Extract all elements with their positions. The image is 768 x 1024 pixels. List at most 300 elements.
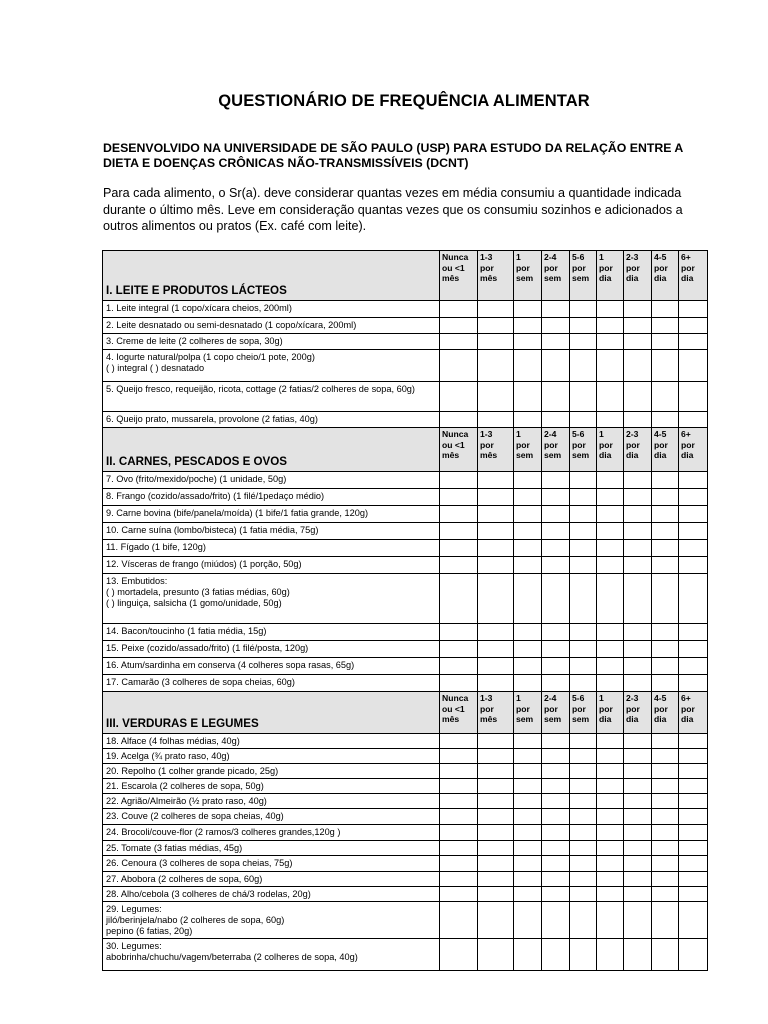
frequency-answer-cell[interactable]: [597, 350, 624, 382]
food-item-row: [103, 540, 708, 557]
column-header-line: por: [654, 439, 668, 450]
frequency-answer-cell[interactable]: [514, 809, 542, 825]
frequency-answer-cell[interactable]: [597, 540, 624, 557]
frequency-answer-cell[interactable]: [514, 887, 542, 902]
frequency-column-header: [440, 428, 478, 472]
frequency-answer-cell[interactable]: [679, 318, 708, 334]
frequency-answer-cell[interactable]: [597, 624, 624, 641]
frequency-answer-cell[interactable]: [542, 624, 570, 641]
frequency-answer-cell[interactable]: [679, 382, 708, 412]
frequency-answer-cell[interactable]: [652, 872, 679, 887]
frequency-answer-cell[interactable]: [478, 301, 514, 318]
frequency-answer-cell[interactable]: [652, 301, 679, 318]
frequency-answer-cell[interactable]: [514, 350, 542, 382]
frequency-answer-cell[interactable]: [478, 574, 514, 624]
frequency-answer-cell[interactable]: [624, 764, 652, 779]
frequency-answer-cell[interactable]: [652, 506, 679, 523]
column-header-line: por: [544, 262, 558, 273]
frequency-answer-cell[interactable]: [597, 887, 624, 902]
frequency-answer-cell[interactable]: [679, 902, 708, 939]
frequency-answer-cell[interactable]: [597, 902, 624, 939]
frequency-answer-cell[interactable]: [514, 301, 542, 318]
frequency-answer-cell[interactable]: [542, 939, 570, 971]
frequency-answer-cell[interactable]: [597, 506, 624, 523]
frequency-answer-cell[interactable]: [679, 658, 708, 675]
frequency-answer-cell[interactable]: [652, 658, 679, 675]
frequency-answer-cell[interactable]: [514, 825, 542, 841]
frequency-answer-cell[interactable]: [624, 749, 652, 764]
frequency-answer-cell[interactable]: [542, 350, 570, 382]
frequency-answer-cell[interactable]: [478, 641, 514, 658]
frequency-column-header: [478, 428, 514, 472]
frequency-answer-cell[interactable]: [679, 825, 708, 841]
frequency-answer-cell[interactable]: [597, 856, 624, 872]
food-item-row: [103, 939, 708, 971]
frequency-answer-cell[interactable]: [597, 734, 624, 749]
frequency-answer-cell[interactable]: [624, 574, 652, 624]
frequency-answer-cell[interactable]: [570, 939, 597, 971]
column-header-line: 6+: [681, 429, 691, 439]
frequency-answer-cell[interactable]: [652, 809, 679, 825]
frequency-answer-cell[interactable]: [679, 412, 708, 428]
frequency-answer-cell[interactable]: [478, 506, 514, 523]
frequency-answer-cell[interactable]: [542, 734, 570, 749]
frequency-answer-cell[interactable]: [652, 540, 679, 557]
frequency-answer-cell[interactable]: [597, 841, 624, 856]
frequency-answer-cell[interactable]: [597, 872, 624, 887]
frequency-answer-cell[interactable]: [570, 624, 597, 641]
frequency-answer-cell[interactable]: [679, 574, 708, 624]
frequency-answer-cell[interactable]: [514, 779, 542, 794]
frequency-answer-cell[interactable]: [440, 523, 478, 540]
frequency-answer-cell[interactable]: [478, 318, 514, 334]
frequency-answer-cell[interactable]: [570, 641, 597, 658]
frequency-answer-cell[interactable]: [652, 489, 679, 506]
frequency-answer-cell[interactable]: [542, 540, 570, 557]
frequency-answer-cell[interactable]: [440, 939, 478, 971]
frequency-answer-cell[interactable]: [514, 939, 542, 971]
frequency-answer-cell[interactable]: [514, 841, 542, 856]
column-header-line: por: [599, 439, 613, 450]
frequency-answer-cell[interactable]: [542, 557, 570, 574]
frequency-answer-cell[interactable]: [679, 334, 708, 350]
frequency-answer-cell[interactable]: [570, 557, 597, 574]
food-item-text: abobrinha/chuchu/vagem/beterraba (2 colheres de sopa, 40g): [106, 952, 358, 962]
frequency-answer-cell[interactable]: [514, 382, 542, 412]
frequency-answer-cell[interactable]: [652, 472, 679, 489]
frequency-answer-cell[interactable]: [679, 557, 708, 574]
frequency-answer-cell[interactable]: [652, 764, 679, 779]
frequency-answer-cell[interactable]: [679, 624, 708, 641]
frequency-answer-cell[interactable]: [514, 764, 542, 779]
frequency-answer-cell[interactable]: [440, 557, 478, 574]
frequency-answer-cell[interactable]: [478, 540, 514, 557]
frequency-answer-cell[interactable]: [570, 412, 597, 428]
frequency-answer-cell[interactable]: [624, 472, 652, 489]
frequency-answer-cell[interactable]: [478, 523, 514, 540]
frequency-answer-cell[interactable]: [652, 734, 679, 749]
frequency-answer-cell[interactable]: [514, 624, 542, 641]
frequency-answer-cell[interactable]: [652, 624, 679, 641]
column-header-line: 2-4: [544, 252, 557, 262]
frequency-answer-cell[interactable]: [440, 872, 478, 887]
frequency-answer-cell[interactable]: [478, 794, 514, 809]
frequency-answer-cell[interactable]: [624, 489, 652, 506]
frequency-answer-cell[interactable]: [478, 557, 514, 574]
frequency-answer-cell[interactable]: [440, 624, 478, 641]
frequency-answer-cell[interactable]: [514, 675, 542, 692]
frequency-answer-cell[interactable]: [570, 318, 597, 334]
frequency-answer-cell[interactable]: [624, 412, 652, 428]
frequency-answer-cell[interactable]: [440, 318, 478, 334]
frequency-answer-cell[interactable]: [679, 779, 708, 794]
food-item-row: [103, 318, 708, 334]
frequency-answer-cell[interactable]: [679, 472, 708, 489]
frequency-answer-cell[interactable]: [570, 794, 597, 809]
frequency-answer-cell[interactable]: [624, 318, 652, 334]
frequency-answer-cell[interactable]: [597, 382, 624, 412]
frequency-answer-cell[interactable]: [542, 764, 570, 779]
frequency-answer-cell[interactable]: [570, 872, 597, 887]
frequency-answer-cell[interactable]: [570, 334, 597, 350]
frequency-answer-cell[interactable]: [570, 764, 597, 779]
frequency-answer-cell[interactable]: [570, 902, 597, 939]
frequency-answer-cell[interactable]: [440, 350, 478, 382]
frequency-answer-cell[interactable]: [570, 856, 597, 872]
frequency-answer-cell[interactable]: [597, 794, 624, 809]
food-item-row: [103, 412, 708, 428]
frequency-answer-cell[interactable]: [597, 318, 624, 334]
frequency-answer-cell[interactable]: [570, 382, 597, 412]
frequency-answer-cell[interactable]: [478, 489, 514, 506]
frequency-answer-cell[interactable]: [624, 794, 652, 809]
frequency-answer-cell[interactable]: [478, 939, 514, 971]
frequency-answer-cell[interactable]: [478, 887, 514, 902]
frequency-answer-cell[interactable]: [542, 523, 570, 540]
food-item-text: 2. Leite desnatado ou semi-desnatado (1 copo/xícara, 200ml): [106, 320, 357, 330]
frequency-answer-cell[interactable]: [514, 412, 542, 428]
frequency-answer-cell[interactable]: [514, 749, 542, 764]
food-item-row: [103, 523, 708, 540]
frequency-answer-cell[interactable]: [597, 939, 624, 971]
frequency-answer-cell[interactable]: [440, 412, 478, 428]
frequency-answer-cell[interactable]: [514, 318, 542, 334]
frequency-answer-cell[interactable]: [624, 939, 652, 971]
frequency-answer-cell[interactable]: [679, 540, 708, 557]
frequency-answer-cell[interactable]: [440, 334, 478, 350]
frequency-answer-cell[interactable]: [679, 939, 708, 971]
frequency-answer-cell[interactable]: [679, 506, 708, 523]
frequency-answer-cell[interactable]: [570, 887, 597, 902]
frequency-answer-cell[interactable]: [514, 472, 542, 489]
frequency-answer-cell[interactable]: [570, 506, 597, 523]
frequency-answer-cell[interactable]: [624, 523, 652, 540]
frequency-answer-cell[interactable]: [570, 841, 597, 856]
column-header-line: 1-3: [480, 252, 493, 262]
frequency-answer-cell[interactable]: [478, 624, 514, 641]
frequency-answer-cell[interactable]: [624, 506, 652, 523]
frequency-answer-cell[interactable]: [440, 856, 478, 872]
frequency-answer-cell[interactable]: [440, 675, 478, 692]
frequency-answer-cell[interactable]: [679, 764, 708, 779]
frequency-answer-cell[interactable]: [514, 489, 542, 506]
frequency-answer-cell[interactable]: [570, 658, 597, 675]
frequency-answer-cell[interactable]: [440, 841, 478, 856]
frequency-answer-cell[interactable]: [652, 350, 679, 382]
frequency-answer-cell[interactable]: [542, 749, 570, 764]
frequency-answer-cell[interactable]: [514, 334, 542, 350]
frequency-answer-cell[interactable]: [679, 675, 708, 692]
frequency-answer-cell[interactable]: [514, 872, 542, 887]
frequency-answer-cell[interactable]: [542, 506, 570, 523]
frequency-answer-cell[interactable]: [652, 856, 679, 872]
frequency-answer-cell[interactable]: [440, 764, 478, 779]
frequency-answer-cell[interactable]: [478, 749, 514, 764]
frequency-answer-cell[interactable]: [542, 641, 570, 658]
frequency-answer-cell[interactable]: [440, 887, 478, 902]
frequency-answer-cell[interactable]: [542, 809, 570, 825]
frequency-answer-cell[interactable]: [478, 350, 514, 382]
frequency-answer-cell[interactable]: [478, 658, 514, 675]
frequency-answer-cell[interactable]: [624, 841, 652, 856]
frequency-answer-cell[interactable]: [624, 825, 652, 841]
frequency-answer-cell[interactable]: [478, 825, 514, 841]
frequency-answer-cell[interactable]: [679, 887, 708, 902]
frequency-answer-cell[interactable]: [570, 675, 597, 692]
frequency-answer-cell[interactable]: [440, 506, 478, 523]
frequency-answer-cell[interactable]: [624, 675, 652, 692]
frequency-answer-cell[interactable]: [624, 809, 652, 825]
frequency-answer-cell[interactable]: [652, 779, 679, 794]
frequency-answer-cell[interactable]: [542, 574, 570, 624]
frequency-answer-cell[interactable]: [440, 658, 478, 675]
food-item-row: [103, 902, 708, 939]
frequency-answer-cell[interactable]: [652, 574, 679, 624]
frequency-answer-cell[interactable]: [440, 489, 478, 506]
frequency-answer-cell[interactable]: [624, 887, 652, 902]
food-item-text: pepino (6 fatias, 20g): [106, 926, 193, 936]
frequency-answer-cell[interactable]: [542, 334, 570, 350]
frequency-answer-cell[interactable]: [478, 675, 514, 692]
frequency-answer-cell[interactable]: [624, 779, 652, 794]
frequency-answer-cell[interactable]: [570, 301, 597, 318]
frequency-answer-cell[interactable]: [514, 557, 542, 574]
frequency-answer-cell[interactable]: [514, 902, 542, 939]
frequency-answer-cell[interactable]: [624, 540, 652, 557]
frequency-answer-cell[interactable]: [597, 825, 624, 841]
frequency-answer-cell[interactable]: [597, 301, 624, 318]
frequency-answer-cell[interactable]: [679, 641, 708, 658]
food-item-row: [103, 841, 708, 856]
frequency-answer-cell[interactable]: [624, 902, 652, 939]
frequency-answer-cell[interactable]: [542, 412, 570, 428]
frequency-answer-cell[interactable]: [478, 809, 514, 825]
frequency-answer-cell[interactable]: [679, 841, 708, 856]
frequency-answer-cell[interactable]: [478, 856, 514, 872]
frequency-answer-cell[interactable]: [624, 872, 652, 887]
frequency-answer-cell[interactable]: [652, 887, 679, 902]
frequency-answer-cell[interactable]: [440, 472, 478, 489]
frequency-answer-cell[interactable]: [478, 412, 514, 428]
frequency-answer-cell[interactable]: [652, 334, 679, 350]
frequency-answer-cell[interactable]: [652, 382, 679, 412]
frequency-answer-cell[interactable]: [440, 301, 478, 318]
frequency-answer-cell[interactable]: [624, 658, 652, 675]
frequency-answer-cell[interactable]: [478, 841, 514, 856]
frequency-answer-cell[interactable]: [478, 872, 514, 887]
frequency-answer-cell[interactable]: [679, 734, 708, 749]
frequency-answer-cell[interactable]: [597, 675, 624, 692]
frequency-answer-cell[interactable]: [652, 318, 679, 334]
frequency-answer-cell[interactable]: [478, 902, 514, 939]
frequency-answer-cell[interactable]: [542, 382, 570, 412]
frequency-answer-cell[interactable]: [652, 841, 679, 856]
frequency-answer-cell[interactable]: [542, 301, 570, 318]
frequency-answer-cell[interactable]: [679, 794, 708, 809]
frequency-answer-cell[interactable]: [570, 574, 597, 624]
frequency-answer-cell[interactable]: [624, 734, 652, 749]
frequency-answer-cell[interactable]: [514, 734, 542, 749]
frequency-answer-cell[interactable]: [624, 856, 652, 872]
frequency-answer-cell[interactable]: [652, 557, 679, 574]
frequency-answer-cell[interactable]: [624, 350, 652, 382]
frequency-answer-cell[interactable]: [542, 825, 570, 841]
food-item-label: [103, 675, 440, 692]
page-title: QUESTIONÁRIO DE FREQUÊNCIA ALIMENTAR: [218, 92, 590, 110]
frequency-answer-cell[interactable]: [440, 825, 478, 841]
frequency-answer-cell[interactable]: [440, 540, 478, 557]
frequency-answer-cell[interactable]: [679, 523, 708, 540]
column-header-line: sem: [516, 450, 534, 461]
column-header-line: dia: [626, 714, 639, 725]
frequency-answer-cell[interactable]: [570, 749, 597, 764]
frequency-answer-cell[interactable]: [542, 902, 570, 939]
frequency-answer-cell[interactable]: [542, 779, 570, 794]
frequency-answer-cell[interactable]: [514, 506, 542, 523]
frequency-answer-cell[interactable]: [597, 809, 624, 825]
frequency-answer-cell[interactable]: [570, 734, 597, 749]
frequency-answer-cell[interactable]: [597, 574, 624, 624]
frequency-answer-cell[interactable]: [542, 872, 570, 887]
frequency-answer-cell[interactable]: [542, 675, 570, 692]
frequency-answer-cell[interactable]: [570, 540, 597, 557]
frequency-answer-cell[interactable]: [652, 825, 679, 841]
frequency-answer-cell[interactable]: [440, 902, 478, 939]
frequency-answer-cell[interactable]: [624, 334, 652, 350]
frequency-answer-cell[interactable]: [597, 764, 624, 779]
frequency-answer-cell[interactable]: [440, 809, 478, 825]
frequency-answer-cell[interactable]: [514, 574, 542, 624]
frequency-answer-cell[interactable]: [597, 749, 624, 764]
frequency-answer-cell[interactable]: [597, 412, 624, 428]
frequency-answer-cell[interactable]: [679, 809, 708, 825]
frequency-answer-cell[interactable]: [478, 334, 514, 350]
frequency-answer-cell[interactable]: [570, 825, 597, 841]
frequency-answer-cell[interactable]: [624, 641, 652, 658]
frequency-answer-cell[interactable]: [679, 301, 708, 318]
frequency-answer-cell[interactable]: [679, 872, 708, 887]
frequency-answer-cell[interactable]: [440, 749, 478, 764]
frequency-answer-cell[interactable]: [597, 489, 624, 506]
frequency-answer-cell[interactable]: [679, 350, 708, 382]
frequency-answer-cell[interactable]: [624, 557, 652, 574]
frequency-answer-cell[interactable]: [478, 734, 514, 749]
frequency-answer-cell[interactable]: [597, 472, 624, 489]
frequency-answer-cell[interactable]: [597, 641, 624, 658]
frequency-column-header: [570, 692, 597, 734]
frequency-answer-cell[interactable]: [514, 523, 542, 540]
frequency-answer-cell[interactable]: [624, 624, 652, 641]
frequency-answer-cell[interactable]: [570, 472, 597, 489]
frequency-answer-cell[interactable]: [570, 489, 597, 506]
frequency-answer-cell[interactable]: [679, 749, 708, 764]
frequency-answer-cell[interactable]: [542, 887, 570, 902]
frequency-answer-cell[interactable]: [570, 523, 597, 540]
frequency-answer-cell[interactable]: [652, 412, 679, 428]
column-header-line: dia: [654, 273, 667, 284]
frequency-answer-cell[interactable]: [652, 749, 679, 764]
frequency-answer-cell[interactable]: [597, 523, 624, 540]
frequency-answer-cell[interactable]: [624, 301, 652, 318]
food-item-text: 20. Repolho (1 colher grande picado, 25g): [106, 766, 279, 776]
frequency-answer-cell[interactable]: [542, 794, 570, 809]
frequency-answer-cell[interactable]: [542, 318, 570, 334]
frequency-answer-cell[interactable]: [440, 779, 478, 794]
frequency-answer-cell[interactable]: [542, 658, 570, 675]
frequency-answer-cell[interactable]: [542, 841, 570, 856]
frequency-answer-cell[interactable]: [514, 856, 542, 872]
frequency-answer-cell[interactable]: [514, 794, 542, 809]
frequency-answer-cell[interactable]: [652, 794, 679, 809]
frequency-answer-cell[interactable]: [542, 489, 570, 506]
frequency-answer-cell[interactable]: [542, 472, 570, 489]
frequency-answer-cell[interactable]: [440, 641, 478, 658]
frequency-answer-cell[interactable]: [652, 939, 679, 971]
frequency-answer-cell[interactable]: [597, 557, 624, 574]
food-item-row: [103, 624, 708, 641]
column-header-line: Nunca: [442, 429, 469, 439]
frequency-answer-cell[interactable]: [542, 856, 570, 872]
frequency-answer-cell[interactable]: [440, 382, 478, 412]
frequency-answer-cell[interactable]: [652, 523, 679, 540]
frequency-answer-cell[interactable]: [597, 779, 624, 794]
frequency-answer-cell[interactable]: [570, 809, 597, 825]
frequency-answer-cell[interactable]: [597, 658, 624, 675]
frequency-answer-cell[interactable]: [570, 779, 597, 794]
frequency-answer-cell[interactable]: [478, 779, 514, 794]
frequency-answer-cell[interactable]: [478, 764, 514, 779]
frequency-answer-cell[interactable]: [514, 540, 542, 557]
frequency-answer-cell[interactable]: [478, 472, 514, 489]
food-item-text: 5. Queijo fresco, requeijão, ricota, cottage (2 fatias/2 colheres de sopa, 60g): [106, 384, 415, 394]
frequency-answer-cell[interactable]: [597, 334, 624, 350]
frequency-answer-cell[interactable]: [514, 641, 542, 658]
frequency-answer-cell[interactable]: [679, 856, 708, 872]
frequency-answer-cell[interactable]: [652, 641, 679, 658]
frequency-answer-cell[interactable]: [514, 658, 542, 675]
frequency-answer-cell[interactable]: [679, 489, 708, 506]
section-header-row: [103, 428, 708, 472]
frequency-answer-cell[interactable]: [440, 574, 478, 624]
frequency-answer-cell[interactable]: [652, 675, 679, 692]
frequency-answer-cell[interactable]: [440, 794, 478, 809]
frequency-answer-cell[interactable]: [570, 350, 597, 382]
frequency-answer-cell[interactable]: [440, 734, 478, 749]
frequency-answer-cell[interactable]: [624, 382, 652, 412]
frequency-answer-cell[interactable]: [652, 902, 679, 939]
food-item-text: 22. Agrião/Almeirão (½ prato raso, 40g): [106, 796, 267, 806]
frequency-answer-cell[interactable]: [478, 382, 514, 412]
